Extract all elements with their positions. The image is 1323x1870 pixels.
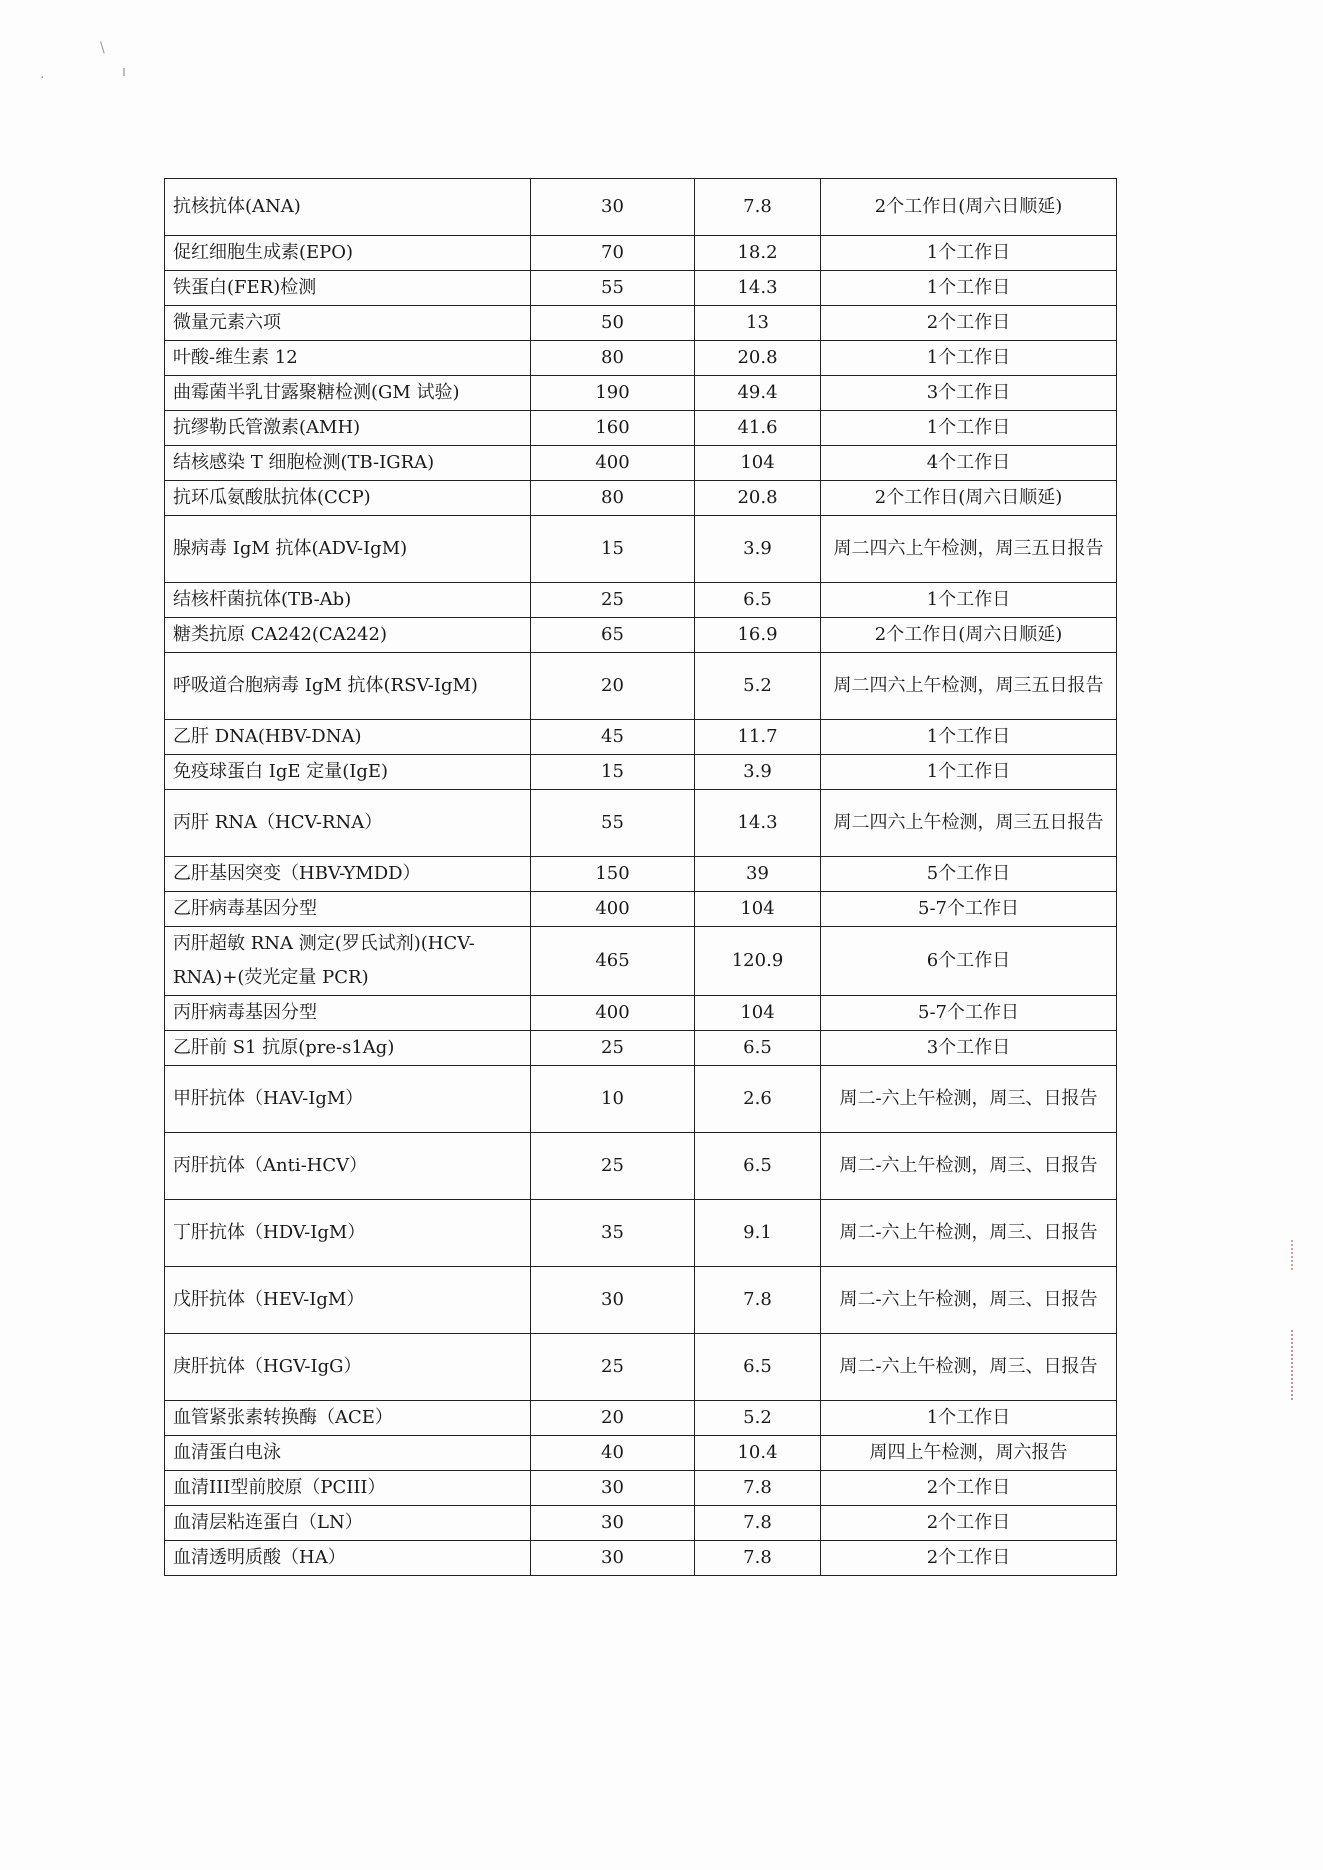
cell-price: 150	[531, 857, 695, 892]
cell-fee: 49.4	[695, 376, 821, 411]
cell-name: 结核杆菌抗体(TB-Ab)	[165, 583, 531, 618]
table-row	[165, 376, 1117, 411]
table-row	[165, 618, 1117, 653]
table-row	[165, 583, 1117, 618]
cell-time: 5-7个工作日	[821, 892, 1117, 927]
cell-price: 15	[531, 516, 695, 583]
table-row	[165, 1334, 1117, 1401]
cell-fee: 7.8	[695, 1471, 821, 1506]
cell-name: 叶酸-维生素 12	[165, 341, 531, 376]
cell-price: 25	[531, 1334, 695, 1401]
cell-name: 血管紧张素转换酶（ACE）	[165, 1401, 531, 1436]
cell-time: 1个工作日	[821, 720, 1117, 755]
cell-fee: 104	[695, 446, 821, 481]
fee-table	[164, 178, 1117, 1576]
cell-price: 190	[531, 376, 695, 411]
cell-fee: 11.7	[695, 720, 821, 755]
cell-name: 乙肝 DNA(HBV-DNA)	[165, 720, 531, 755]
cell-name: 丙肝抗体（Anti-HCV）	[165, 1133, 531, 1200]
cell-name: 丙肝 RNA（HCV-RNA）	[165, 790, 531, 857]
cell-price: 30	[531, 1267, 695, 1334]
cell-fee: 10.4	[695, 1436, 821, 1471]
cell-fee: 41.6	[695, 411, 821, 446]
cell-price: 70	[531, 236, 695, 271]
cell-price: 30	[531, 1541, 695, 1576]
cell-name: 曲霉菌半乳甘露聚糖检测(GM 试验)	[165, 376, 531, 411]
table-row	[165, 1541, 1117, 1576]
cell-name: 血清III型前胶原（PCIII）	[165, 1471, 531, 1506]
cell-fee: 5.2	[695, 1401, 821, 1436]
cell-price: 30	[531, 1471, 695, 1506]
cell-price: 400	[531, 446, 695, 481]
cell-fee: 9.1	[695, 1200, 821, 1267]
table-row	[165, 857, 1117, 892]
cell-fee: 7.8	[695, 1541, 821, 1576]
cell-price: 25	[531, 1031, 695, 1066]
cell-time: 周二四六上午检测，周三五日报告	[821, 516, 1117, 583]
scan-edge-mark	[1287, 1330, 1293, 1400]
scan-speck: ı	[122, 64, 126, 80]
cell-time: 周二-六上午检测，周三、日报告	[821, 1066, 1117, 1133]
cell-price: 15	[531, 755, 695, 790]
table-row	[165, 653, 1117, 720]
cell-fee: 2.6	[695, 1066, 821, 1133]
cell-name: 丁肝抗体（HDV-IgM）	[165, 1200, 531, 1267]
cell-fee: 39	[695, 857, 821, 892]
cell-fee: 16.9	[695, 618, 821, 653]
table-row	[165, 516, 1117, 583]
cell-time: 周二-六上午检测，周三、日报告	[821, 1334, 1117, 1401]
cell-name: 结核感染 T 细胞检测(TB-IGRA)	[165, 446, 531, 481]
cell-name: 戊肝抗体（HEV-IgM）	[165, 1267, 531, 1334]
cell-price: 400	[531, 892, 695, 927]
cell-name: 血清层粘连蛋白（LN）	[165, 1506, 531, 1541]
cell-price: 40	[531, 1436, 695, 1471]
cell-name: 免疫球蛋白 IgE 定量(IgE)	[165, 755, 531, 790]
cell-time: 3个工作日	[821, 376, 1117, 411]
cell-fee: 104	[695, 892, 821, 927]
cell-time: 3个工作日	[821, 1031, 1117, 1066]
table-row	[165, 1401, 1117, 1436]
cell-name: 微量元素六项	[165, 306, 531, 341]
cell-name: 丙肝超敏 RNA 测定(罗氏试剂)(HCV-RNA)+(荧光定量 PCR)	[165, 927, 531, 996]
cell-name: 庚肝抗体（HGV-IgG）	[165, 1334, 531, 1401]
cell-price: 20	[531, 1401, 695, 1436]
cell-fee: 6.5	[695, 583, 821, 618]
cell-fee: 6.5	[695, 1031, 821, 1066]
cell-fee: 104	[695, 996, 821, 1031]
cell-name: 促红细胞生成素(EPO)	[165, 236, 531, 271]
table-row	[165, 1031, 1117, 1066]
table-row	[165, 236, 1117, 271]
cell-name: 抗环瓜氨酸肽抗体(CCP)	[165, 481, 531, 516]
scan-speck: \	[100, 40, 105, 56]
cell-fee: 120.9	[695, 927, 821, 996]
cell-time: 1个工作日	[821, 583, 1117, 618]
cell-name: 丙肝病毒基因分型	[165, 996, 531, 1031]
cell-price: 30	[531, 179, 695, 236]
scan-speck: ·	[40, 70, 45, 86]
cell-name: 抗缪勒氏管激素(AMH)	[165, 411, 531, 446]
cell-fee: 6.5	[695, 1334, 821, 1401]
cell-time: 2个工作日(周六日顺延)	[821, 618, 1117, 653]
cell-time: 1个工作日	[821, 341, 1117, 376]
cell-time: 5-7个工作日	[821, 996, 1117, 1031]
cell-time: 2个工作日	[821, 1471, 1117, 1506]
cell-price: 20	[531, 653, 695, 720]
cell-time: 1个工作日	[821, 755, 1117, 790]
table-row	[165, 1471, 1117, 1506]
cell-fee: 7.8	[695, 1267, 821, 1334]
table-row	[165, 892, 1117, 927]
cell-price: 50	[531, 306, 695, 341]
cell-fee: 3.9	[695, 516, 821, 583]
table-row	[165, 481, 1117, 516]
table-row	[165, 1133, 1117, 1200]
cell-name: 抗核抗体(ANA)	[165, 179, 531, 236]
cell-price: 35	[531, 1200, 695, 1267]
table-row	[165, 446, 1117, 481]
cell-name: 甲肝抗体（HAV-IgM）	[165, 1066, 531, 1133]
cell-time: 1个工作日	[821, 411, 1117, 446]
cell-price: 25	[531, 583, 695, 618]
cell-fee: 5.2	[695, 653, 821, 720]
cell-price: 65	[531, 618, 695, 653]
cell-name: 血清透明质酸（HA）	[165, 1541, 531, 1576]
cell-price: 80	[531, 481, 695, 516]
cell-fee: 14.3	[695, 790, 821, 857]
cell-price: 45	[531, 720, 695, 755]
cell-price: 465	[531, 927, 695, 996]
table-row	[165, 341, 1117, 376]
cell-time: 2个工作日	[821, 1506, 1117, 1541]
cell-fee: 3.9	[695, 755, 821, 790]
cell-fee: 13	[695, 306, 821, 341]
table-row	[165, 720, 1117, 755]
scan-edge-mark	[1287, 1240, 1293, 1270]
cell-price: 400	[531, 996, 695, 1031]
cell-time: 6个工作日	[821, 927, 1117, 996]
table-row	[165, 411, 1117, 446]
cell-time: 周二-六上午检测，周三、日报告	[821, 1133, 1117, 1200]
cell-price: 10	[531, 1066, 695, 1133]
cell-time: 周二四六上午检测，周三五日报告	[821, 653, 1117, 720]
cell-time: 1个工作日	[821, 1401, 1117, 1436]
cell-price: 55	[531, 790, 695, 857]
table-row	[165, 1267, 1117, 1334]
cell-fee: 6.5	[695, 1133, 821, 1200]
cell-price: 80	[531, 341, 695, 376]
cell-fee: 7.8	[695, 1506, 821, 1541]
cell-name: 乙肝基因突变（HBV-YMDD）	[165, 857, 531, 892]
cell-name: 血清蛋白电泳	[165, 1436, 531, 1471]
table-row	[165, 755, 1117, 790]
cell-price: 55	[531, 271, 695, 306]
table-row	[165, 306, 1117, 341]
table-row	[165, 927, 1117, 996]
cell-price: 160	[531, 411, 695, 446]
cell-time: 周二-六上午检测，周三、日报告	[821, 1200, 1117, 1267]
cell-name: 乙肝前 S1 抗原(pre-s1Ag)	[165, 1031, 531, 1066]
table-row	[165, 1200, 1117, 1267]
cell-fee: 20.8	[695, 481, 821, 516]
cell-time: 1个工作日	[821, 236, 1117, 271]
cell-name: 呼吸道合胞病毒 IgM 抗体(RSV-IgM)	[165, 653, 531, 720]
cell-time: 5个工作日	[821, 857, 1117, 892]
cell-time: 周二-六上午检测，周三、日报告	[821, 1267, 1117, 1334]
cell-name: 糖类抗原 CA242(CA242)	[165, 618, 531, 653]
cell-time: 2个工作日(周六日顺延)	[821, 481, 1117, 516]
cell-fee: 14.3	[695, 271, 821, 306]
cell-fee: 20.8	[695, 341, 821, 376]
cell-name: 铁蛋白(FER)检测	[165, 271, 531, 306]
table-row	[165, 790, 1117, 857]
table-row	[165, 1066, 1117, 1133]
cell-name: 腺病毒 IgM 抗体(ADV-IgM)	[165, 516, 531, 583]
table-row	[165, 271, 1117, 306]
cell-fee: 7.8	[695, 179, 821, 236]
table-row	[165, 1506, 1117, 1541]
cell-time: 周二四六上午检测，周三五日报告	[821, 790, 1117, 857]
cell-time: 4个工作日	[821, 446, 1117, 481]
cell-price: 30	[531, 1506, 695, 1541]
cell-name: 乙肝病毒基因分型	[165, 892, 531, 927]
cell-time: 2个工作日	[821, 1541, 1117, 1576]
table-row	[165, 1436, 1117, 1471]
table-row	[165, 179, 1117, 236]
cell-time: 2个工作日	[821, 306, 1117, 341]
cell-fee: 18.2	[695, 236, 821, 271]
cell-price: 25	[531, 1133, 695, 1200]
cell-time: 2个工作日(周六日顺延)	[821, 179, 1117, 236]
cell-time: 周四上午检测，周六报告	[821, 1436, 1117, 1471]
cell-time: 1个工作日	[821, 271, 1117, 306]
table-row	[165, 996, 1117, 1031]
fee-table-body	[165, 179, 1117, 1576]
